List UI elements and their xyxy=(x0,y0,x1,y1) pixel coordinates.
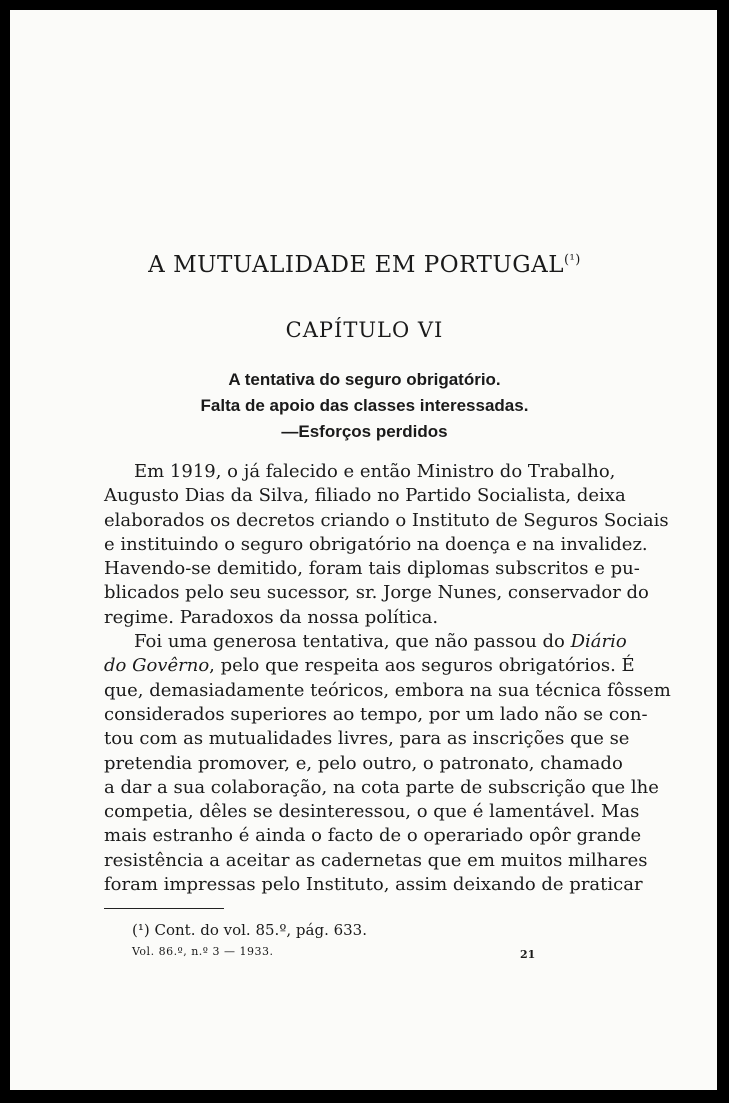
text-line: considerados superiores ao tempo, por um lado não se con- xyxy=(104,703,648,725)
volume-info: Vol. 86.º, n.º 3 — 1933. xyxy=(132,945,274,958)
title-footnote-marker: (¹) xyxy=(563,252,581,268)
footnote xyxy=(132,921,367,939)
chapter-heading: CAPÍTULO VI xyxy=(285,318,444,342)
text-line: Em 1919, o já falecido e então Ministro do Trabalho, xyxy=(134,461,616,482)
text-line: foram impressas pelo Instituto, assim deixando de praticar xyxy=(104,874,643,896)
paragraph xyxy=(104,460,669,630)
footnote-text: Cont. do vol. 85.º, pág. 633. xyxy=(154,921,367,939)
subtitle-line: A tentativa do seguro obrigatório. xyxy=(228,370,501,389)
text-line: regime. Paradoxos da nossa política. xyxy=(104,606,439,628)
text-line: Augusto Dias da Silva, filiado no Partido Socialista, deixa xyxy=(104,485,626,507)
text-line: Foi uma generosa tentativa, que não passou do Diário xyxy=(134,631,627,653)
subtitle-line: —Esforços perdidos xyxy=(281,422,448,441)
text-line: resistência a aceitar as cadernetas que em muitos milhares xyxy=(104,849,648,871)
subtitle-line: Falta de apoio das classes interessadas. xyxy=(200,396,529,415)
footnote-divider xyxy=(104,908,224,909)
italic-title: Diário xyxy=(570,631,627,653)
chapter-subtitle xyxy=(0,367,729,445)
text-line: e instituindo o seguro obrigatório na doença e na invalidez. xyxy=(104,533,648,555)
text-line: elaborados os decretos criando o Instituto de Seguros Sociais xyxy=(104,509,669,531)
italic-title: do Govêrno xyxy=(104,655,210,677)
text-line: tou com as mutualidades livres, para as inscrições que se xyxy=(104,728,630,750)
text-line: pretendia promover, e, pelo outro, o patronato, chamado xyxy=(104,752,623,774)
text-line: a dar a sua colaboração, na cota parte de subscrição que lhe xyxy=(104,776,659,798)
page-number: 21 xyxy=(520,948,536,961)
paragraph xyxy=(104,630,671,897)
text-line: competia, dêles se desinteressou, o que é lamentável. Mas xyxy=(104,801,640,823)
article-title xyxy=(0,252,729,278)
article-title-text: A MUTUALIDADE EM PORTUGAL xyxy=(148,252,564,278)
text-line: que, demasiadamente teóricos, embora na sua técnica fôssem xyxy=(104,679,671,701)
text-line: blicados pelo seu sucessor, sr. Jorge Nunes, conservador do xyxy=(104,582,649,604)
text-line: mais estranho é ainda o facto de o operariado opôr grande xyxy=(104,825,642,847)
text-line: Havendo-se demitido, foram tais diplomas subscritos e pu- xyxy=(104,558,640,580)
footnote-marker: (¹) xyxy=(132,921,150,939)
text-line: do Govêrno, pelo que respeita aos seguros obrigatórios. É xyxy=(104,655,635,677)
body-text xyxy=(104,460,671,897)
